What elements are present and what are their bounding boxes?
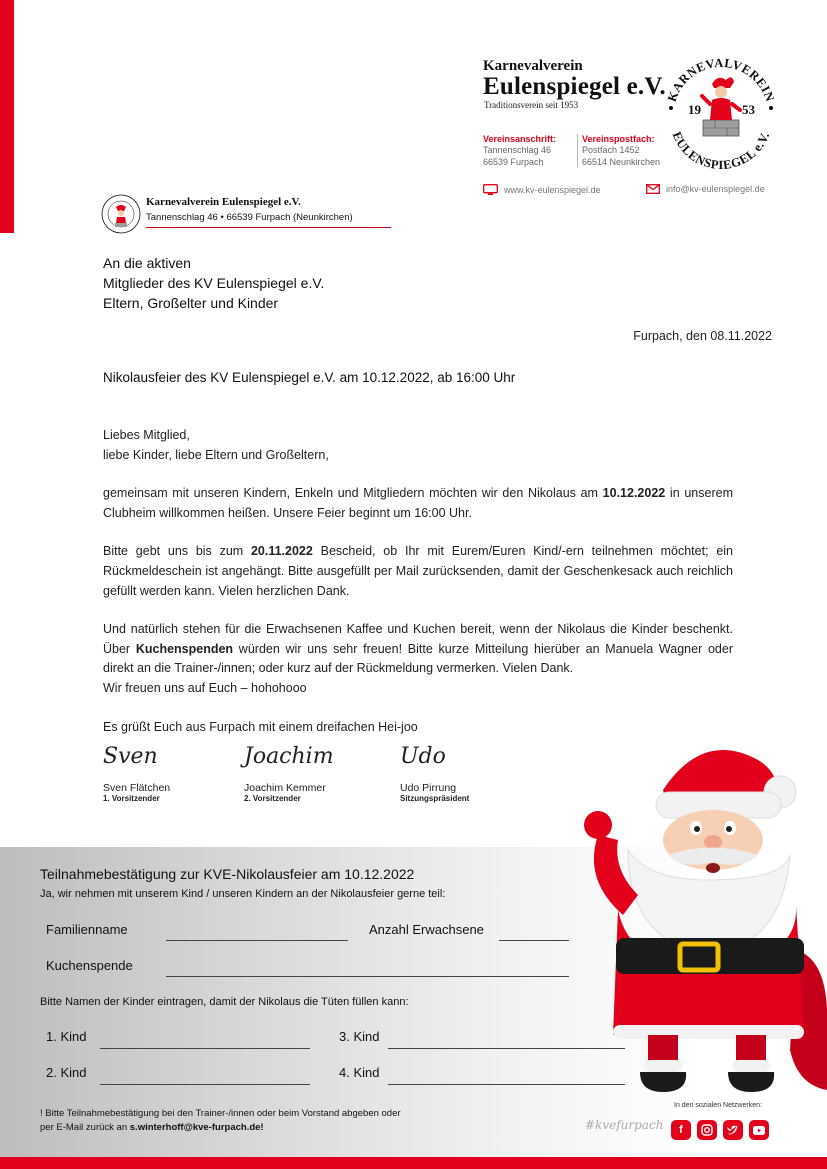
postbox-city: 66514 Neunkirchen (582, 157, 661, 167)
child-1-field[interactable] (100, 1048, 310, 1049)
form-title: Teilnahmebestätigung zur KVE-Nikolausfeier am 10.12.2022 (40, 866, 415, 882)
postbox-label: Vereinspostfach: (582, 134, 655, 144)
recipient-block (103, 253, 324, 313)
bottom-accent-bar (0, 1157, 827, 1169)
family-name-label: Familienname (46, 922, 128, 937)
social-label: In den sozialen Netzwerken: (674, 1102, 762, 1109)
website-link[interactable]: www.kv-eulenspiegel.de (504, 185, 601, 195)
letter-body (103, 426, 733, 737)
signatory-name: Sven Flätchen (103, 782, 171, 794)
svg-text:19: 19 (688, 102, 701, 117)
club-address (483, 134, 556, 168)
sender-name: Karnevalverein Eulenspiegel e.V. (146, 196, 301, 208)
child-2-field[interactable] (100, 1084, 310, 1085)
form-intro: Ja, wir nehmen mit unserem Kind / unseren Kindern an der Nikolausfeier gerne teil: (40, 888, 446, 900)
monitor-icon (483, 184, 498, 196)
rsvp-deadline: 20.11.2022 (250, 544, 313, 559)
signature-script: Udo (400, 744, 446, 769)
signature-1 (103, 744, 223, 803)
address-street: Tannenschlag 46 (483, 145, 552, 155)
email-link[interactable]: info@kv-eulenspiegel.de (666, 184, 765, 194)
envelope-icon (646, 184, 660, 194)
santa-illustration (568, 730, 827, 1095)
children-intro: Bitte Namen der Kinder eintragen, damit der Nikolaus die Tüten füllen kann: (40, 996, 409, 1008)
paragraph-rsvp: Bitte gebt uns bis zum 20.11.2022 Bescheid, ob Ihr mit Eurem/Euren Kind/-ern teilnehmen möchtet; ein Rückmeldeschein ist angehängt. Bitte ausgefüllt per Mail zurücksenden, damit der Geschenkesack auch reichlich gefüllt werden kann. Vielen herzlichen Dank. (103, 544, 733, 598)
org-tagline: Traditionsverein seit 1953 (484, 100, 579, 110)
signatory-role: Sitzungspräsident (400, 794, 470, 803)
recipient-line-1: An die aktiven (103, 255, 191, 271)
sender-address: Tannenschlag 46 • 66539 Furpach (Neunkirchen) (146, 212, 353, 223)
child-1-label: 1. Kind (46, 1029, 87, 1044)
facebook-icon[interactable]: f (671, 1120, 691, 1140)
instagram-icon[interactable] (697, 1120, 717, 1140)
signatory-role: 1. Vorsitzender (103, 794, 160, 803)
sender-underline (146, 227, 391, 228)
signatory-name: Joachim Kemmer (244, 782, 326, 794)
signature-2 (244, 744, 364, 803)
form-footnote: ! Bitte Teilnahmebestätigung bei den Trainer-/innen oder beim Vorstand abgeben oder per E-Mail zurück an s.winterhoff@kve-furpach.de! (40, 1108, 401, 1133)
org-name: Eulenspiegel e.V. (483, 73, 666, 100)
signature-script: Sven (103, 744, 158, 769)
hashtag: #kvefurpach (585, 1118, 664, 1132)
org-name-small: Karnevalverein (483, 58, 583, 74)
svg-text:EULENSPIEGEL e.V.: EULENSPIEGEL e.V. (669, 129, 773, 173)
paragraph-cake: Und natürlich stehen für die Erwachsenen Kaffee und Kuchen bereit, wenn der Nikolaus die Kinder beschenkt. Über Kuchenspenden würden wir uns sehr freuen! Bitte kurze Mitteilung hierüber an Manuela Wagner oder direkt an die Trainer-/innen; oder kurz auf der Rückmeldung vermerken. Vielen Dank. Wir freuen uns auf Euch – hohohooo (103, 622, 733, 695)
signatory-role: 2. Vorsitzender (244, 794, 301, 803)
cake-donation-label: Kuchenspende (46, 958, 133, 973)
address-label: Vereinsanschrift: (483, 134, 557, 144)
social-icons (671, 1120, 769, 1140)
club-postbox (577, 134, 660, 168)
signature-script: Joachim (244, 744, 334, 769)
child-3-label: 3. Kind (339, 1029, 380, 1044)
recipient-line-2: Mitglieder des KV Eulenspiegel e.V. (103, 275, 325, 291)
greeting-line-1: Liebes Mitglied, (103, 428, 190, 442)
event-date: 10.12.2022 (602, 486, 666, 501)
adults-count-field[interactable] (499, 940, 569, 941)
club-logo-small (100, 193, 142, 235)
twitter-icon[interactable] (723, 1120, 743, 1140)
website-contact[interactable] (483, 184, 601, 196)
child-4-label: 4. Kind (339, 1065, 380, 1080)
club-logo (660, 52, 782, 174)
cake-donation-field[interactable] (166, 976, 569, 977)
closing-line: Es grüßt Euch aus Furpach mit einem dreifachen Hei-joo (103, 719, 418, 734)
signatory-name: Udo Pirrung (400, 782, 457, 794)
recipient-line-3: Eltern, Großelter und Kinder (103, 295, 279, 311)
letter-subject: Nikolausfeier des KV Eulenspiegel e.V. am 10.12.2022, ab 16:00 Uhr (103, 370, 516, 385)
postbox-number: Postfach 1452 (582, 145, 640, 155)
svg-text:KARNEVALVEREIN: KARNEVALVEREIN (664, 55, 778, 104)
youtube-icon[interactable] (749, 1120, 769, 1140)
email-contact[interactable] (646, 184, 765, 194)
left-accent-bar (0, 0, 14, 233)
cake-donations: Kuchenspenden (135, 641, 234, 656)
signature-3 (400, 744, 520, 803)
address-city: 66539 Furpach (483, 157, 544, 167)
svg-text:53: 53 (742, 102, 755, 117)
letter-date: Furpach, den 08.11.2022 (633, 329, 772, 343)
adults-count-label: Anzahl Erwachsene (369, 922, 484, 937)
greeting-line-2: liebe Kinder, liebe Eltern und Großeltern, (103, 447, 329, 462)
child-2-label: 2. Kind (46, 1065, 87, 1080)
family-name-field[interactable] (166, 940, 348, 941)
contact-email[interactable]: s.winterhoff@kve-furpach.de! (129, 1122, 264, 1133)
paragraph-invitation: gemeinsam mit unseren Kindern, Enkeln und Mitgliedern möchten wir den Nikolaus am 10.12.2022 in unserem Clubheim willkommen heißen. Unsere Feier beginnt um 16:00 Uhr. (103, 486, 733, 520)
